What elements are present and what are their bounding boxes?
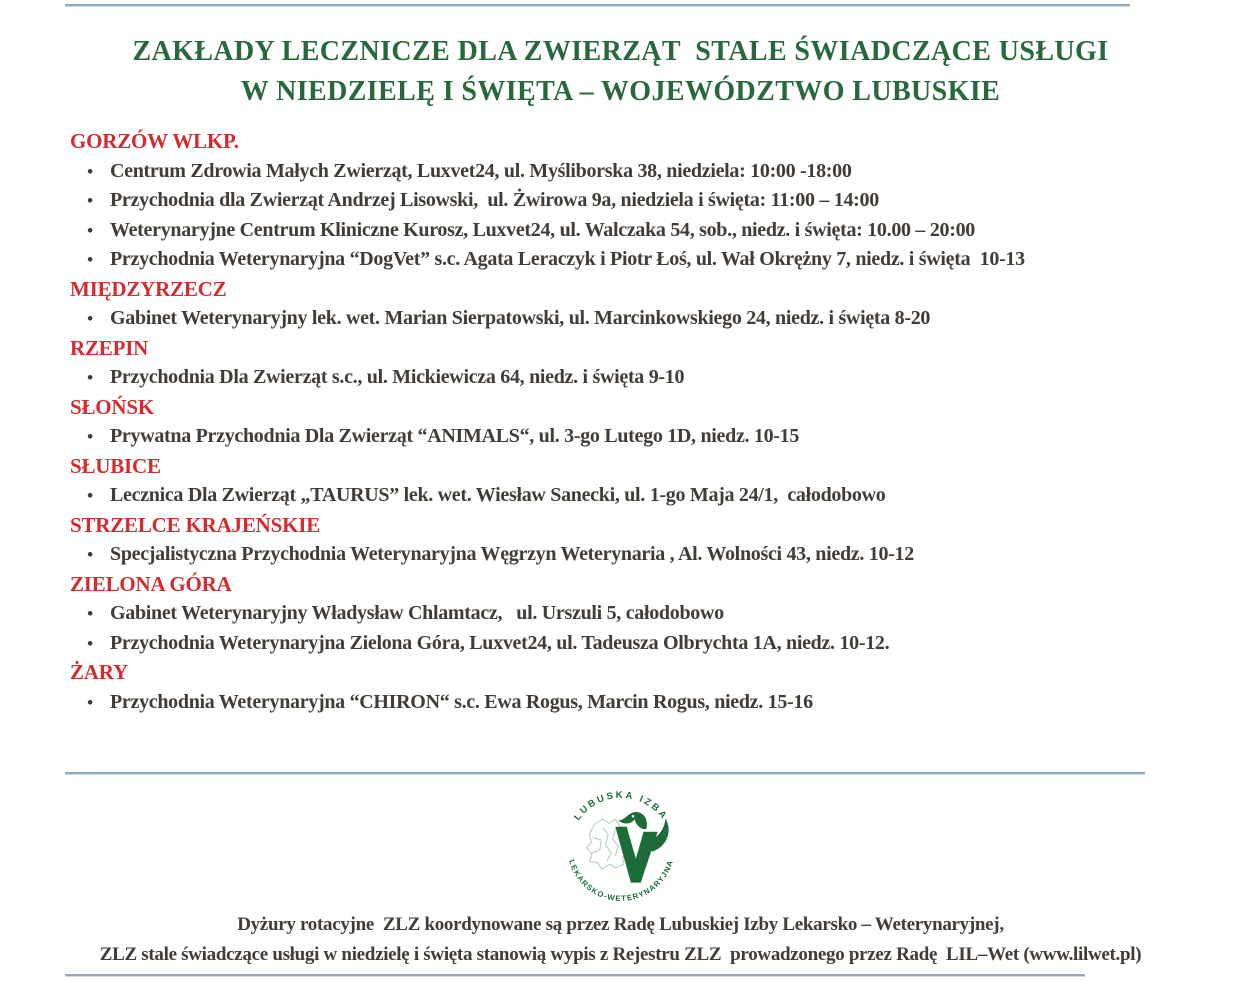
bullet-icon: • [87, 161, 93, 181]
clinic-entry [70, 481, 1213, 511]
page-title [0, 32, 1241, 112]
bullet-icon: • [87, 486, 93, 505]
clinic-entry-text: Prywatna Przychodnia Dla Zwierząt “ANIMALS“, ul. 3-go Lutego 1D, niedz. 10-15 [110, 425, 800, 447]
clinic-list [70, 481, 1213, 511]
clinic-entry-text: Weterynaryjne Centrum Kliniczne Kurosz, Luxvet24, ul. Walczaka 54, sob., niedz. i święta: 10.00 – 20:00 [110, 218, 975, 241]
clinic-list [70, 363, 1213, 393]
clinic-entry [70, 540, 1213, 570]
footer-line-2: ZLZ stale świadczące usługi w niedzielę i święta stanowią wypis z Rejestru ZLZ prowadzonego przez Radę LIL–Wet (www.lilwet.pl) [99, 944, 1142, 965]
clinic-entry [70, 245, 1213, 275]
svg-text:LUBUSKA IZBA [571, 790, 669, 823]
clinic-entry [70, 422, 1213, 452]
footer [0, 910, 1241, 970]
clinic-entry [70, 186, 1213, 216]
clinic-entry-text: Lecznica Dla Zwierząt „TAURUS” lek. wet. Wiesław Sanecki, ul. 1-go Maja 24/1, całodobowo [110, 484, 886, 506]
city-heading: GORZÓW WLKP. [70, 129, 239, 153]
city-heading: STRZELCE KRAJEŃSKIE [70, 512, 321, 537]
city-section [70, 452, 1213, 511]
sections [70, 127, 1213, 717]
bullet-icon: • [87, 545, 93, 564]
chamber-logo [547, 788, 695, 908]
city-section [70, 570, 1213, 659]
bullet-icon: • [87, 191, 93, 210]
middle-divider [65, 772, 1145, 775]
clinic-entry-text: Centrum Zdrowia Małych Zwierząt, Luxvet24, ul. Myśliborska 38, niedziela: 10:00 -18:00 [110, 159, 852, 182]
city-section [70, 127, 1213, 275]
page [0, 4, 1241, 981]
bullet-icon: • [87, 633, 93, 653]
city-heading: ZIELONA GÓRA [70, 571, 232, 596]
clinic-list [70, 157, 1213, 275]
clinic-entry [70, 688, 1213, 718]
bullet-icon: • [87, 309, 93, 328]
logo-arc-bottom-text: LEKARSKO-WETERYNARYJNA [566, 858, 675, 904]
city-heading: SŁUBICE [70, 453, 161, 478]
clinic-entry-text: Przychodnia Weterynaryjna Zielona Góra, Luxvet24, ul. Tadeusza Olbrychta 1A, niedz. 10-12. [110, 631, 890, 654]
city-heading: RZEPIN [70, 335, 149, 360]
clinic-entry-text: Gabinet Weterynaryjny Władysław Chlamtacz, ul. Urszuli 5, całodobowo [110, 602, 724, 624]
clinic-entry [70, 216, 1213, 246]
title-line-2: W NIEDZIELĘ I ŚWIĘTA – WOJEWÓDZTWO LUBUSKIE [240, 76, 1001, 107]
clinic-entry-text: Specjalistyczna Przychodnia Weterynaryjna Węgrzyn Weterynaria , Al. Wolności 43, niedz. 10-12 [110, 543, 914, 565]
clinic-entry [70, 304, 1213, 334]
clinic-entry [70, 599, 1213, 629]
clinic-entry-text: Przychodnia dla Zwierząt Andrzej Lisowski, ul. Żwirowa 9a, niedziela i święta: 11:00 – 14:00 [110, 189, 879, 211]
clinic-list [70, 599, 1213, 658]
clinic-entry [70, 629, 1213, 659]
bullet-icon: • [87, 250, 93, 269]
chamber-logo-emblem [547, 788, 695, 908]
city-heading: ŻARY [70, 660, 128, 684]
clinic-list [70, 688, 1213, 718]
city-heading: MIĘDZYRZECZ [70, 276, 227, 301]
bullet-icon: • [87, 220, 93, 240]
title-line-1: ZAKŁADY LECZNICZE DLA ZWIERZĄT STALE ŚWIADCZĄCE USŁUGI [132, 36, 1109, 67]
city-section [70, 275, 1213, 334]
city-section [70, 334, 1213, 393]
bullet-icon: • [87, 692, 93, 712]
footer-line-1: Dyżury rotacyjne ZLZ koordynowane są przez Radę Lubuskiej Izby Lekarsko – Weterynaryjnej, [237, 914, 1004, 935]
bullet-icon: • [87, 604, 93, 623]
city-section [70, 511, 1213, 570]
clinic-entry [70, 363, 1213, 393]
bullet-icon: • [87, 427, 93, 446]
clinic-list [70, 422, 1213, 452]
city-heading: SŁOŃSK [70, 394, 154, 419]
bullet-icon: • [87, 368, 93, 387]
city-section [70, 658, 1213, 717]
clinic-list [70, 304, 1213, 334]
clinic-entry-text: Przychodnia Weterynaryjna “CHIRON“ s.c. Ewa Rogus, Marcin Rogus, niedz. 15-16 [110, 690, 813, 713]
clinic-entry [70, 157, 1213, 187]
clinic-list [70, 540, 1213, 570]
city-section [70, 393, 1213, 452]
clinic-entry-text: Przychodnia Dla Zwierząt s.c., ul. Mickiewicza 64, niedz. i święta 9-10 [110, 366, 685, 388]
clinic-entry-text: Przychodnia Weterynaryjna “DogVet” s.c. Agata Leraczyk i Piotr Łoś, ul. Wał Okrężny 7, niedz. i święta 10-13 [110, 248, 1025, 270]
clinic-entry-text: Gabinet Weterynaryjny lek. wet. Marian Sierpatowski, ul. Marcinkowskiego 24, niedz. i święta 8-20 [110, 307, 931, 329]
top-divider [65, 4, 1130, 7]
logo-arc-top-text: LUBUSKA IZBA [571, 789, 670, 823]
